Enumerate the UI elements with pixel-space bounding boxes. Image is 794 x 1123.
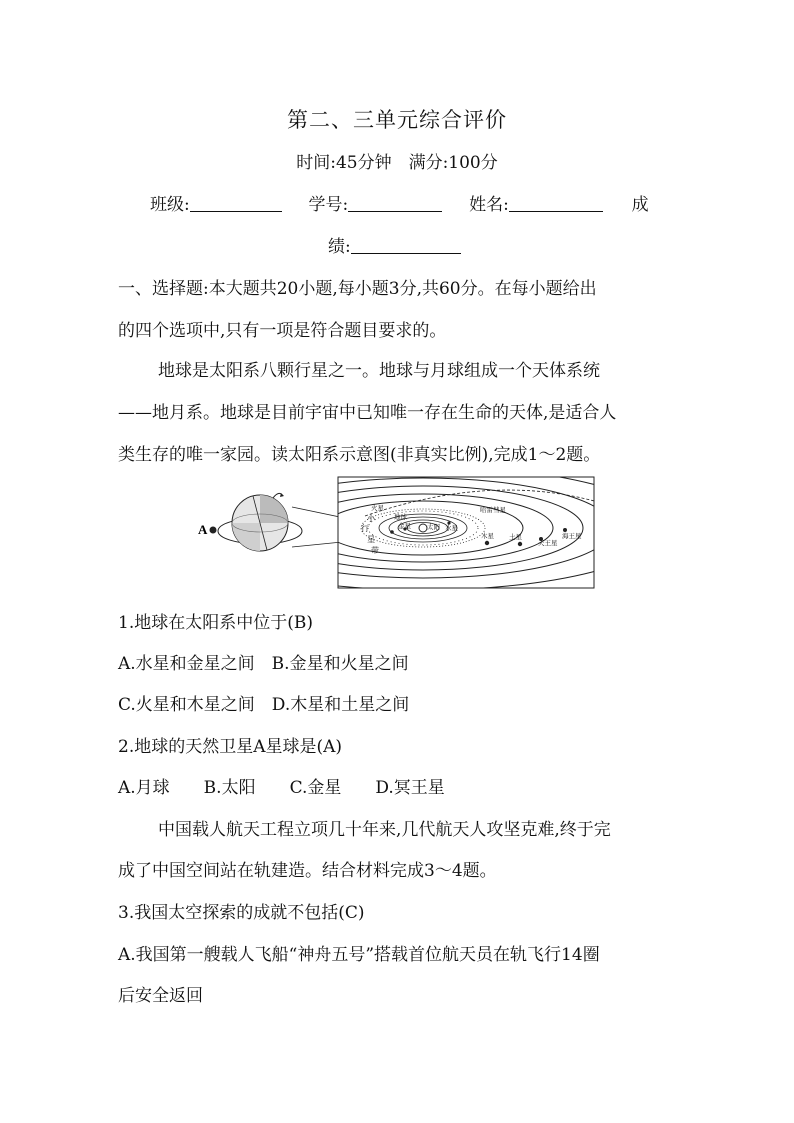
asteroid-belt-label-3: 星 xyxy=(367,535,375,544)
jupiter-label: 木星 xyxy=(481,533,494,540)
moon-label: A xyxy=(198,522,208,537)
material1-line2: ——地月系。地球是目前宇宙中已知唯一存在生命的天体,是适合人 xyxy=(118,403,617,423)
material2-line1: 中国载人航天工程立项几十年来,几代航天人攻坚克难,终于完 xyxy=(158,820,611,840)
sun-icon xyxy=(419,524,427,532)
question-1-options-row2: C.火星和木星之间 D.木星和土星之间 xyxy=(118,695,410,715)
earth-label: 地球 xyxy=(394,514,407,521)
question-1-stem: 1.地球在太阳系中位于(B) xyxy=(118,613,313,633)
material1-line1: 地球是太阳系八颗行星之一。地球与月球组成一个天体系统 xyxy=(158,361,600,381)
question-3-option-a-line2: 后安全返回 xyxy=(118,986,203,1006)
class-label: 班级: xyxy=(150,195,190,215)
question-3-option-a-line1: A.我国第一艘载人飞船“神舟五号”搭载首位航天员在轨飞行14圈 xyxy=(118,945,600,965)
material2-line2: 成了中国空间站在轨建造。结合材料完成3～4题。 xyxy=(118,861,497,881)
student-id-field[interactable] xyxy=(348,193,442,212)
mercury-label: 水星 xyxy=(445,525,458,532)
material1-line3: 类生存的唯一家园。读太阳系示意图(非真实比例),完成1～2题。 xyxy=(118,445,601,465)
mars-label: 火星 xyxy=(371,505,384,512)
class-field[interactable] xyxy=(190,193,282,212)
question-3-stem: 3.我国太空探索的成就不包括(C) xyxy=(118,903,365,923)
time-score-info: 时间:45分钟 满分:100分 xyxy=(296,153,498,173)
section-instructions-line2: 的四个选项中,只有一项是符合题目要求的。 xyxy=(118,321,447,341)
asteroid-belt-label-1: 小 xyxy=(367,514,375,523)
comet-label: 哈雷彗星 xyxy=(480,507,506,514)
moon-dot xyxy=(210,527,217,534)
solar-system-figure xyxy=(195,476,597,591)
solar-system-box xyxy=(338,477,594,588)
score-label-part1: 成 xyxy=(631,195,649,215)
section-instructions-line1: 一、选择题:本大题共20小题,每小题3分,共60分。在每小题给出 xyxy=(118,279,597,299)
score-line xyxy=(328,232,461,257)
question-1-options-row1: A.水星和金星之间 B.金星和火星之间 xyxy=(118,654,409,674)
question-2-stem: 2.地球的天然卫星A星球是(A) xyxy=(118,737,343,757)
venus-label: 金星 xyxy=(398,523,411,530)
score-label-part2: 绩: xyxy=(328,237,351,257)
uranus-label: 天王星 xyxy=(538,540,558,547)
saturn-label: 土星 xyxy=(509,534,522,541)
name-label: 姓名: xyxy=(469,195,509,215)
score-field[interactable] xyxy=(351,235,461,254)
neptune-label: 海王星 xyxy=(562,533,582,540)
sun-label: 太阳 xyxy=(427,524,440,531)
asteroid-belt-label-2: 行 xyxy=(361,524,369,533)
page-title: 第二、三单元综合评价 xyxy=(287,108,507,132)
question-2-options: A.月球 B.太阳 C.金星 D.冥王星 xyxy=(118,778,445,798)
asteroid-belt-label-4: 带 xyxy=(371,546,379,555)
name-field[interactable] xyxy=(509,193,603,212)
student-id-label: 学号: xyxy=(308,195,349,215)
student-info-fields xyxy=(150,190,649,215)
